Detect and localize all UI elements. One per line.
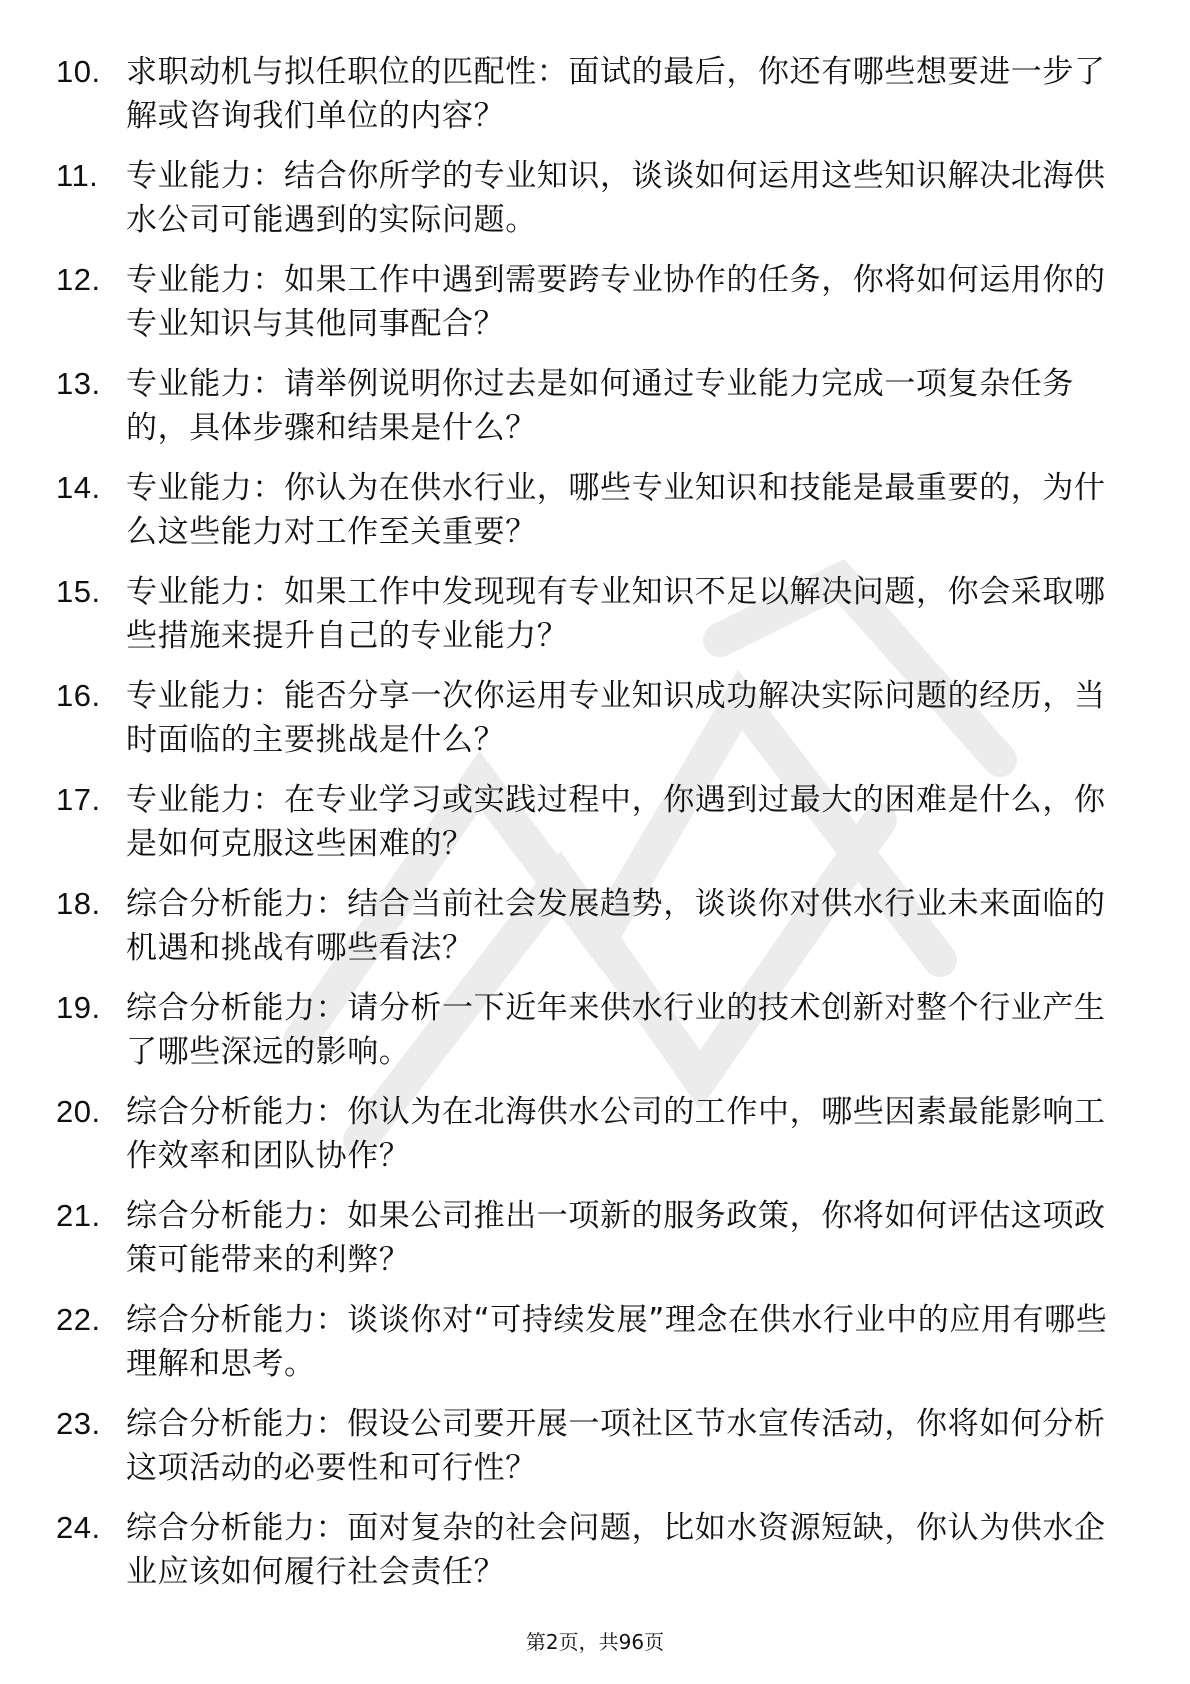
question-number: 16.	[56, 678, 101, 713]
question-number: 10.	[56, 54, 101, 89]
question-item	[56, 1506, 1136, 1610]
question-item	[56, 154, 1136, 258]
question-item	[56, 258, 1136, 362]
question-text: 综合分析能力：结合当前社会发展趋势，谈谈你对供水行业未来面临的机遇和挑战有哪些看法？	[126, 886, 1106, 966]
question-number: 14.	[56, 470, 101, 505]
page-number-label: 第2页，共96页	[525, 1630, 665, 1654]
question-text: 综合分析能力：如果公司推出一项新的服务政策，你将如何评估这项政策可能带来的利弊？	[126, 1198, 1106, 1278]
question-item	[56, 1194, 1136, 1298]
question-text: 综合分析能力：你认为在北海供水公司的工作中，哪些因素最能影响工作效率和团队协作？	[126, 1094, 1106, 1174]
question-number: 15.	[56, 574, 101, 609]
question-text: 专业能力：能否分享一次你运用专业知识成功解决实际问题的经历，当时面临的主要挑战是什么？	[126, 678, 1106, 758]
question-item	[56, 882, 1136, 986]
question-item	[56, 778, 1136, 882]
question-number: 19.	[56, 990, 101, 1025]
question-item	[56, 1402, 1136, 1506]
question-text: 求职动机与拟任职位的匹配性：面试的最后，你还有哪些想要进一步了解或咨询我们单位的内容？	[126, 54, 1106, 134]
question-list	[56, 50, 1136, 1610]
question-text: 综合分析能力：请分析一下近年来供水行业的技术创新对整个行业产生了哪些深远的影响。	[126, 990, 1106, 1070]
question-number: 11.	[56, 158, 99, 193]
question-number: 21.	[56, 1198, 101, 1233]
question-text: 综合分析能力：面对复杂的社会问题，比如水资源短缺，你认为供水企业应该如何履行社会责任？	[126, 1510, 1106, 1590]
question-number: 13.	[56, 366, 101, 401]
question-item	[56, 466, 1136, 570]
question-text: 综合分析能力：假设公司要开展一项社区节水宣传活动，你将如何分析这项活动的必要性和可行性？	[126, 1406, 1106, 1486]
question-item	[56, 1298, 1136, 1402]
question-text: 专业能力：如果工作中发现现有专业知识不足以解决问题，你会采取哪些措施来提升自己的专业能力？	[126, 574, 1106, 654]
question-text: 专业能力：如果工作中遇到需要跨专业协作的任务，你将如何运用你的专业知识与其他同事配合？	[126, 262, 1106, 342]
question-number: 23.	[56, 1406, 101, 1441]
question-item	[56, 1090, 1136, 1194]
question-item	[56, 674, 1136, 778]
question-number: 22.	[56, 1302, 101, 1337]
question-number: 18.	[56, 886, 101, 921]
question-item	[56, 986, 1136, 1090]
question-number: 12.	[56, 262, 101, 297]
question-text: 专业能力：在专业学习或实践过程中，你遇到过最大的困难是什么，你是如何克服这些困难的？	[126, 782, 1106, 862]
question-number: 24.	[56, 1510, 101, 1545]
question-number: 17.	[56, 782, 101, 817]
page-footer	[0, 1626, 1190, 1655]
question-text: 专业能力：你认为在供水行业，哪些专业知识和技能是最重要的，为什么这些能力对工作至关重要？	[126, 470, 1106, 550]
question-text: 专业能力：请举例说明你过去是如何通过专业能力完成一项复杂任务的，具体步骤和结果是什么？	[126, 366, 1074, 446]
question-item	[56, 362, 1136, 466]
question-item	[56, 50, 1136, 154]
question-number: 20.	[56, 1094, 101, 1129]
question-text: 专业能力：结合你所学的专业知识，谈谈如何运用这些知识解决北海供水公司可能遇到的实际问题。	[126, 158, 1106, 238]
question-text: 综合分析能力：谈谈你对“可持续发展”理念在供水行业中的应用有哪些理解和思考。	[126, 1302, 1108, 1382]
question-item	[56, 570, 1136, 674]
